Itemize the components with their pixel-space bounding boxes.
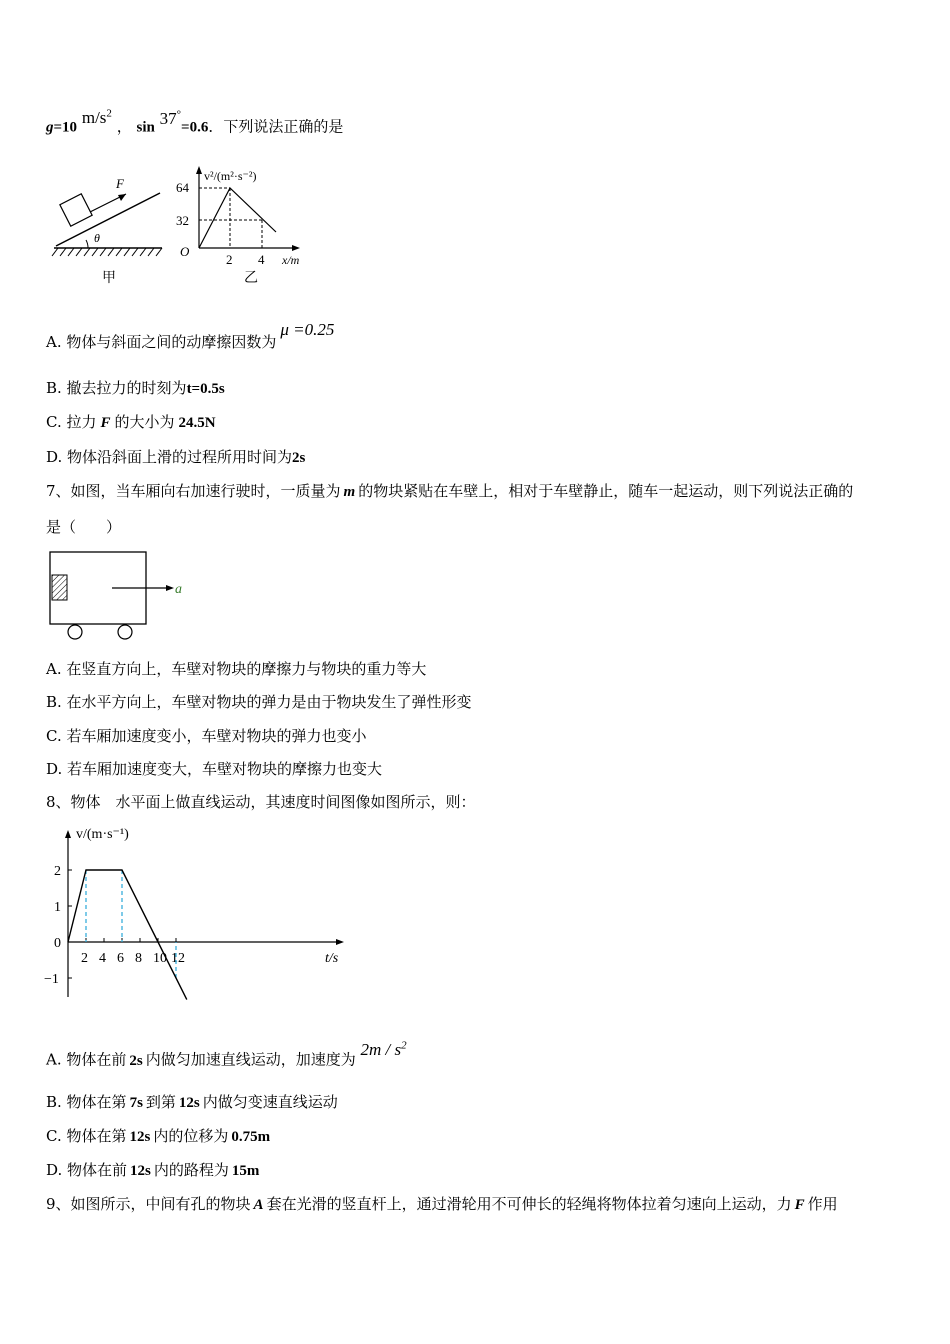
graph-xtick-4: 4 <box>258 252 265 267</box>
graph-y-arrow <box>196 166 202 174</box>
accel-arrowhead <box>166 585 174 591</box>
q8-vt-chart <box>38 818 358 1008</box>
q9-stem: 9、如图所示，中间有孔的物块 A 套在光滑的竖直杆上，通过滑轮用不可伸长的轻绳将物体拉着匀速向上运动，力 F 作用 <box>46 1195 838 1213</box>
sin-label: sin <box>136 119 155 136</box>
header-tail: ．下列说法正确的是 <box>208 117 344 136</box>
caption-right: 乙 <box>244 271 258 286</box>
y-axis-arrow <box>65 830 71 838</box>
q8-option-d: D. 物体在前 12s 内的路程为 15m <box>46 1161 260 1179</box>
x-tick-label: 4 <box>99 951 106 966</box>
wheel-right <box>118 625 132 639</box>
block-on-wall <box>52 575 67 600</box>
accel-value: $2m / s^2$ <box>360 1039 407 1059</box>
y-tick-label: 2 <box>54 864 61 879</box>
header-line <box>46 107 344 138</box>
x-tick-label: 12 <box>171 951 185 966</box>
graph-ytick-32: 32 <box>176 213 189 228</box>
angle-arc <box>86 240 88 248</box>
caption-left: 甲 <box>102 271 116 286</box>
g-unit: $m/s^2$ <box>81 107 112 127</box>
wheel-left <box>68 625 82 639</box>
graph-ytick-64: 64 <box>176 180 189 195</box>
graph-x-arrow <box>292 245 300 251</box>
accel-label: a <box>175 582 182 597</box>
mu-expression: μ =0.25 <box>280 320 335 339</box>
q7-option-d: D. 若车厢加速度变大，车壁对物块的摩擦力也变大 <box>46 760 383 778</box>
q8-option-b: B. 物体在第 7s 到第 12s 内做匀变速直线运动 <box>46 1093 338 1111</box>
q6-option-d: D. 物体沿斜面上滑的过程所用时间为2s <box>46 448 306 466</box>
block <box>60 194 92 226</box>
q7-option-a: A. 在竖直方向上，车壁对物块的摩擦力与物块的重力等大 <box>46 660 427 678</box>
q6-option-c: C. 拉力 F 的大小为 24.5N <box>46 413 216 431</box>
g-value: =10 <box>53 119 78 136</box>
x-tick-label: 10 <box>153 951 167 966</box>
graph-origin: O <box>180 244 190 259</box>
y-tick-label: 1 <box>54 900 61 915</box>
x-tick-label: 6 <box>117 951 124 966</box>
angle-label: θ <box>94 231 100 245</box>
sin-arg: 37° <box>159 108 182 128</box>
q8-option-c: C. 物体在第 12s 内的位移为 0.75m <box>46 1127 271 1145</box>
sin-value: =0.6 <box>181 119 209 136</box>
graph-xtick-2: 2 <box>226 252 233 267</box>
figure-6 <box>44 160 324 300</box>
g-symbol: g <box>46 119 54 136</box>
q7-stem-line1: 7、如图，当车厢向右加速行驶时，一质量为 m 的物块紧贴在车壁上，相对于车壁静止，随车一起运动，则下列说法正确的 <box>46 482 854 500</box>
q7-stem-line2: 是（ ） <box>46 518 122 536</box>
figure-7-carriage <box>46 548 206 643</box>
chart-ylabel: v/(m·s⁻¹) <box>76 827 129 842</box>
chart-xlabel: t/s <box>325 951 339 966</box>
q7-option-c: C. 若车厢加速度变小，车壁对物块的弹力也变小 <box>46 727 367 745</box>
ground-hatch <box>52 248 162 256</box>
q7-option-b: B. 在水平方向上，车壁对物块的弹力是由于物块发生了弹性形变 <box>46 693 472 711</box>
x-tick-label: 8 <box>135 951 142 966</box>
q8-stem: 8、物体 水平面上做直线运动，其速度时间图像如图所示，则： <box>46 793 476 811</box>
x-axis-arrow <box>336 939 344 945</box>
comma: ， <box>116 117 132 136</box>
q6-option-b: B. 撤去拉力的时刻为t=0.5s <box>46 379 225 397</box>
y-tick-label: 0 <box>54 936 61 951</box>
q8-option-a: A. 物体在前 2s 内做匀加速直线运动，加速度为 $2m / s^2$ <box>46 1039 407 1069</box>
q6-option-a: A. 物体与斜面之间的动摩擦因数为μ =0.25 <box>46 320 335 351</box>
graph-ylabel: v²/(m²·s⁻²) <box>204 169 257 183</box>
graph-curve <box>199 188 276 248</box>
x-tick-label: 2 <box>81 951 88 966</box>
y-tick-label: −1 <box>44 972 59 987</box>
graph-xlabel: x/m <box>282 253 300 267</box>
force-label: F <box>116 176 124 191</box>
